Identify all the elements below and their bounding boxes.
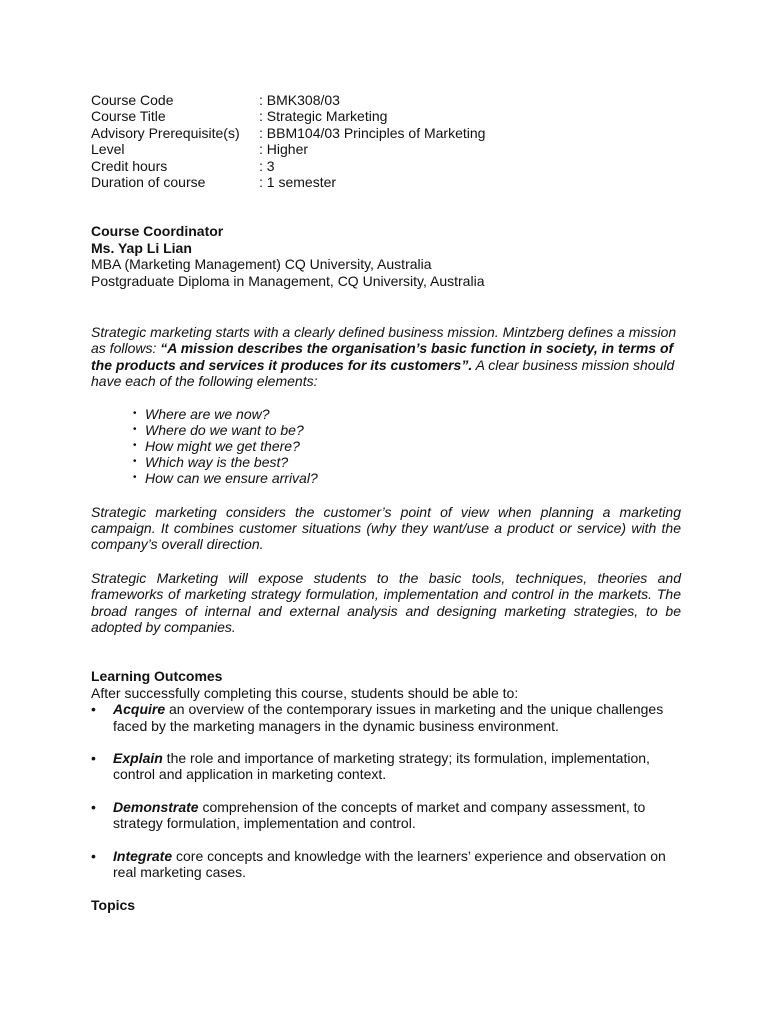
- list-item-text: Where are we now?: [145, 405, 270, 422]
- mission-paragraph: [91, 324, 681, 390]
- credit-hours-row: [91, 158, 681, 174]
- info-value: : 3: [259, 157, 275, 174]
- outcome-text: core concepts and knowledge with the learners’ experience and observation on real marketing cases.: [113, 847, 666, 881]
- bullet-icon: •: [133, 407, 137, 419]
- info-label: Duration of course: [91, 173, 206, 190]
- outcome-text: the role and importance of marketing strategy; its formulation, implementation, control and application in marketing context.: [113, 750, 650, 783]
- learning-outcomes-intro: After successfully completing this course, students should be able to:: [91, 684, 519, 701]
- customer-view-paragraph: Strategic marketing considers the customer’s point of view when planning a marketing campaign. It combines customer situations (why they want/use a product or service) with the company’s overall direction.: [91, 503, 681, 553]
- coordinator-name: Ms. Yap Li Lian: [91, 239, 192, 256]
- mintzberg-quote: “A mission describes the organisation’s basic function in society, in terms of the products and services it produces for its customers”.: [91, 340, 674, 373]
- bullet-icon: •: [91, 701, 96, 718]
- info-value: : BMK308/03: [259, 92, 340, 108]
- learning-outcomes-list: [91, 701, 681, 880]
- list-item: [133, 470, 681, 486]
- course-scope-paragraph: Strategic Marketing will expose students to the basic tools, techniques, theories and frameworks of marketing strategy formulation, implementation and control in the markets. The broad ranges of internal and external analysis and designing marketing strategies, to be adopted by companies.: [91, 569, 681, 635]
- bullet-icon: •: [133, 439, 137, 451]
- info-value: : Strategic Marketing: [259, 108, 388, 125]
- list-item-text: How can we ensure arrival?: [145, 470, 318, 487]
- course-coordinator-section: [91, 223, 681, 289]
- list-item-text: How might we get there?: [145, 437, 300, 454]
- learning-outcomes-heading: Learning Outcomes: [91, 668, 223, 685]
- course-code-row: [91, 92, 681, 108]
- list-item: [91, 750, 681, 783]
- mission-elements-list: [91, 406, 681, 487]
- info-label: Course Title: [91, 108, 166, 125]
- course-info-table: [91, 92, 681, 190]
- bullet-icon: •: [133, 456, 137, 468]
- duration-row: [91, 174, 681, 190]
- list-item-text: Where do we want to be?: [145, 421, 304, 438]
- info-label: Level: [91, 141, 125, 158]
- prerequisite-row: [91, 125, 681, 141]
- outcome-verb: Explain: [113, 750, 163, 766]
- bullet-icon: •: [133, 472, 137, 484]
- bullet-icon: •: [91, 798, 96, 815]
- course-title-row: [91, 108, 681, 124]
- topics-heading: Topics: [91, 897, 136, 914]
- level-row: [91, 141, 681, 157]
- document-page: [91, 92, 681, 914]
- mission-intro: Strategic marketing starts with a clearly defined business mission. Mintzberg defines a mission as follows:: [91, 323, 677, 357]
- outcome-verb: Acquire: [113, 701, 166, 718]
- coordinator-heading: Course Coordinator: [91, 223, 224, 240]
- bullet-icon: •: [91, 750, 96, 766]
- info-label: Advisory Prerequisite(s): [91, 124, 240, 141]
- info-value: : BBM104/03 Principles of Marketing: [259, 124, 486, 141]
- info-value: : 1 semester: [259, 173, 337, 190]
- coordinator-qualification: MBA (Marketing Management) CQ University, Australia: [91, 256, 432, 273]
- outcome-verb: Integrate: [113, 847, 173, 864]
- list-item: [133, 406, 681, 422]
- list-item: [133, 454, 681, 470]
- bullet-icon: •: [133, 423, 137, 435]
- list-item-text: Which way is the best?: [145, 454, 289, 471]
- list-item: [133, 422, 681, 438]
- coordinator-qualification: Postgraduate Diploma in Management, CQ University, Australia: [91, 272, 485, 289]
- bullet-icon: •: [91, 847, 96, 864]
- list-item: [91, 701, 681, 734]
- outcome-text: comprehension of the concepts of market and company assessment, to strategy formulation, implementation and control.: [113, 798, 646, 832]
- outcome-verb: Demonstrate: [113, 798, 199, 815]
- list-item: [91, 799, 681, 832]
- list-item: [91, 848, 681, 881]
- info-label: Course Code: [91, 92, 174, 108]
- info-value: : Higher: [259, 141, 309, 158]
- info-label: Credit hours: [91, 157, 168, 174]
- mission-outro: A clear business mission should have each of the following elements:: [91, 356, 675, 390]
- list-item: [133, 438, 681, 454]
- outcome-text: an overview of the contemporary issues in marketing and the unique challenges faced by the marketing managers in the dynamic business environment.: [113, 701, 664, 734]
